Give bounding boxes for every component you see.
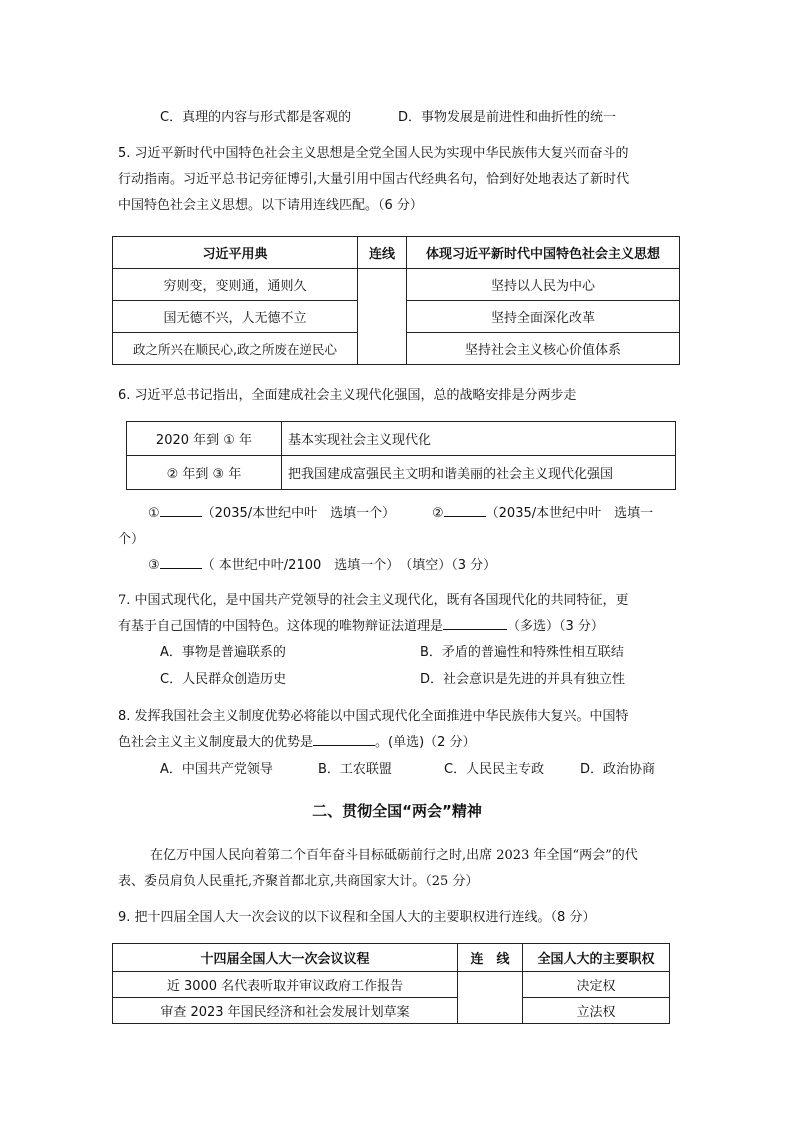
q6-period-1: 2020 年到 ① 年: [127, 422, 282, 456]
q5-stem-line3: 中国特色社会主义思想。以下请用连线匹配。（6 分）: [118, 198, 423, 213]
q6-blank-2[interactable]: [444, 504, 486, 517]
q7-option-c: C．人民群众创造历史: [160, 672, 287, 687]
q6-blank-1[interactable]: [160, 504, 202, 517]
q6-fill-2-label: ②: [432, 506, 444, 521]
q4-option-d: D．事物发展是前进性和曲折性的统一: [398, 110, 617, 125]
q8-stem-line2: [118, 731, 476, 750]
q8-stem-line2-tail: 。(单选)（2 分）: [375, 735, 476, 750]
q5-connect-area[interactable]: [358, 269, 407, 365]
q5-header-thought: 体现习近平新时代中国特色社会主义思想: [407, 237, 680, 269]
q9-matching-table: [112, 943, 670, 1024]
q6-fill-1-hint: （2035/本世纪中叶 选填一个）: [201, 506, 396, 521]
q4-option-c: C．真理的内容与形式都是客观的: [160, 110, 352, 125]
q5-quote-1: 穷则变，变则通，通则久: [113, 269, 358, 301]
section-2-title: 二、贯彻全国“两会”精神: [312, 802, 482, 820]
q6-goal-1: 基本实现社会主义现代化: [282, 422, 676, 456]
q6-fill-3-label: ③: [148, 558, 160, 573]
q7-option-a: A．事物是普遍联系的: [160, 645, 286, 660]
section-2-intro-line2: 表、委员肩负人民重托,齐聚首都北京,共商国家大计。（25 分）: [118, 874, 479, 889]
q9-agenda-2: 审查 2023 年国民经济和社会发展计划草案: [113, 998, 458, 1024]
q5-header-connect: 连线: [358, 237, 407, 269]
q9-stem: 9. 把十四届全国人大一次会议的以下议程和全国人大的主要职权进行连线。（8 分）: [118, 910, 596, 925]
q9-header-agenda: 十四届全国人大一次会议议程: [113, 944, 458, 972]
q7-answer-blank[interactable]: [443, 617, 507, 630]
q6-blank-3[interactable]: [160, 556, 202, 569]
q5-matching-table: [112, 236, 680, 365]
q6-strategy-table: [126, 421, 676, 490]
q5-thought-2: 坚持全面深化改革: [407, 301, 680, 333]
q5-quote-3: 政之所兴在顺民心,政之所废在逆民心: [113, 333, 358, 365]
q8-stem-line2-text: 色社会主义主义制度最大的优势是: [118, 735, 314, 750]
q8-option-d: D．政治协商: [580, 762, 656, 777]
q7-stem-line2-tail: （多选）（3 分）: [507, 619, 604, 634]
q6-fill-3-hint: （ 本世纪中叶/2100 选填一个） （填空）（3 分）: [201, 558, 497, 573]
section-2-intro-line1: 在亿万中国人民向着第二个百年奋斗目标砥砺前行之时,出席 2023 年全国“两会”的代: [150, 848, 638, 863]
q5-quote-2: 国无德不兴，人无德不立: [113, 301, 358, 333]
q8-answer-blank[interactable]: [313, 733, 375, 746]
q9-header-power: 全国人大的主要职权: [523, 944, 670, 972]
q8-option-b: B．工农联盟: [318, 762, 392, 777]
q6-fill-2-wrap: 个）: [118, 532, 145, 547]
q8-option-a: A．中国共产党领导: [160, 762, 273, 777]
q6-fill-3: [148, 554, 496, 573]
q6-stem: 6. 习近平总书记指出，全面建成社会主义现代化强国，总的战略安排是分两步走: [118, 388, 577, 403]
q5-thought-3: 坚持社会主义核心价值体系: [407, 333, 680, 365]
q9-header-connect: 连 线: [458, 944, 523, 972]
q6-fill-1: [148, 502, 395, 521]
q6-fill-2: [432, 502, 653, 521]
q6-fill-2-hint: （2035/本世纪中叶 选填一: [485, 506, 654, 521]
q9-agenda-1: 近 3000 名代表听取并审议政府工作报告: [113, 972, 458, 998]
q9-power-1: 决定权: [523, 972, 670, 998]
q9-power-2: 立法权: [523, 998, 670, 1024]
q5-thought-1: 坚持以人民为中心: [407, 269, 680, 301]
q6-fill-1-label: ①: [148, 506, 160, 521]
q5-stem-line2: 行动指南。习近平总书记旁征博引,大量引用中国古代经典名句，恰到好处地表达了新时代: [118, 172, 630, 187]
q7-stem-line2: [118, 615, 604, 634]
q5-stem-line1: 5. 习近平新时代中国特色社会主义思想是全党全国人民为实现中华民族伟大复兴而奋斗的: [118, 146, 629, 161]
q7-stem-line2-text: 有基于自己国情的中国特色。这体现的唯物辩证法道理是: [118, 619, 444, 634]
q6-period-2: ② 年到 ③ 年: [127, 456, 282, 490]
q5-header-quote: 习近平用典: [113, 237, 358, 269]
q7-stem-line1: 7. 中国式现代化，是中国共产党领导的社会主义现代化，既有各国现代化的共同特征，更: [118, 593, 629, 608]
q7-option-d: D．社会意识是先进的并具有独立性: [420, 672, 626, 687]
q8-stem-line1: 8. 发挥我国社会主义制度优势必将能以中国式现代化全面推进中华民族伟大复兴。中国特: [118, 709, 629, 724]
q7-option-b: B．矛盾的普遍性和特殊性相互联结: [420, 645, 624, 660]
q8-option-c: C．人民民主专政: [444, 762, 545, 777]
q6-goal-2: 把我国建成富强民主文明和谐美丽的社会主义现代化强国: [282, 456, 676, 490]
q9-connect-area[interactable]: [458, 972, 523, 1024]
